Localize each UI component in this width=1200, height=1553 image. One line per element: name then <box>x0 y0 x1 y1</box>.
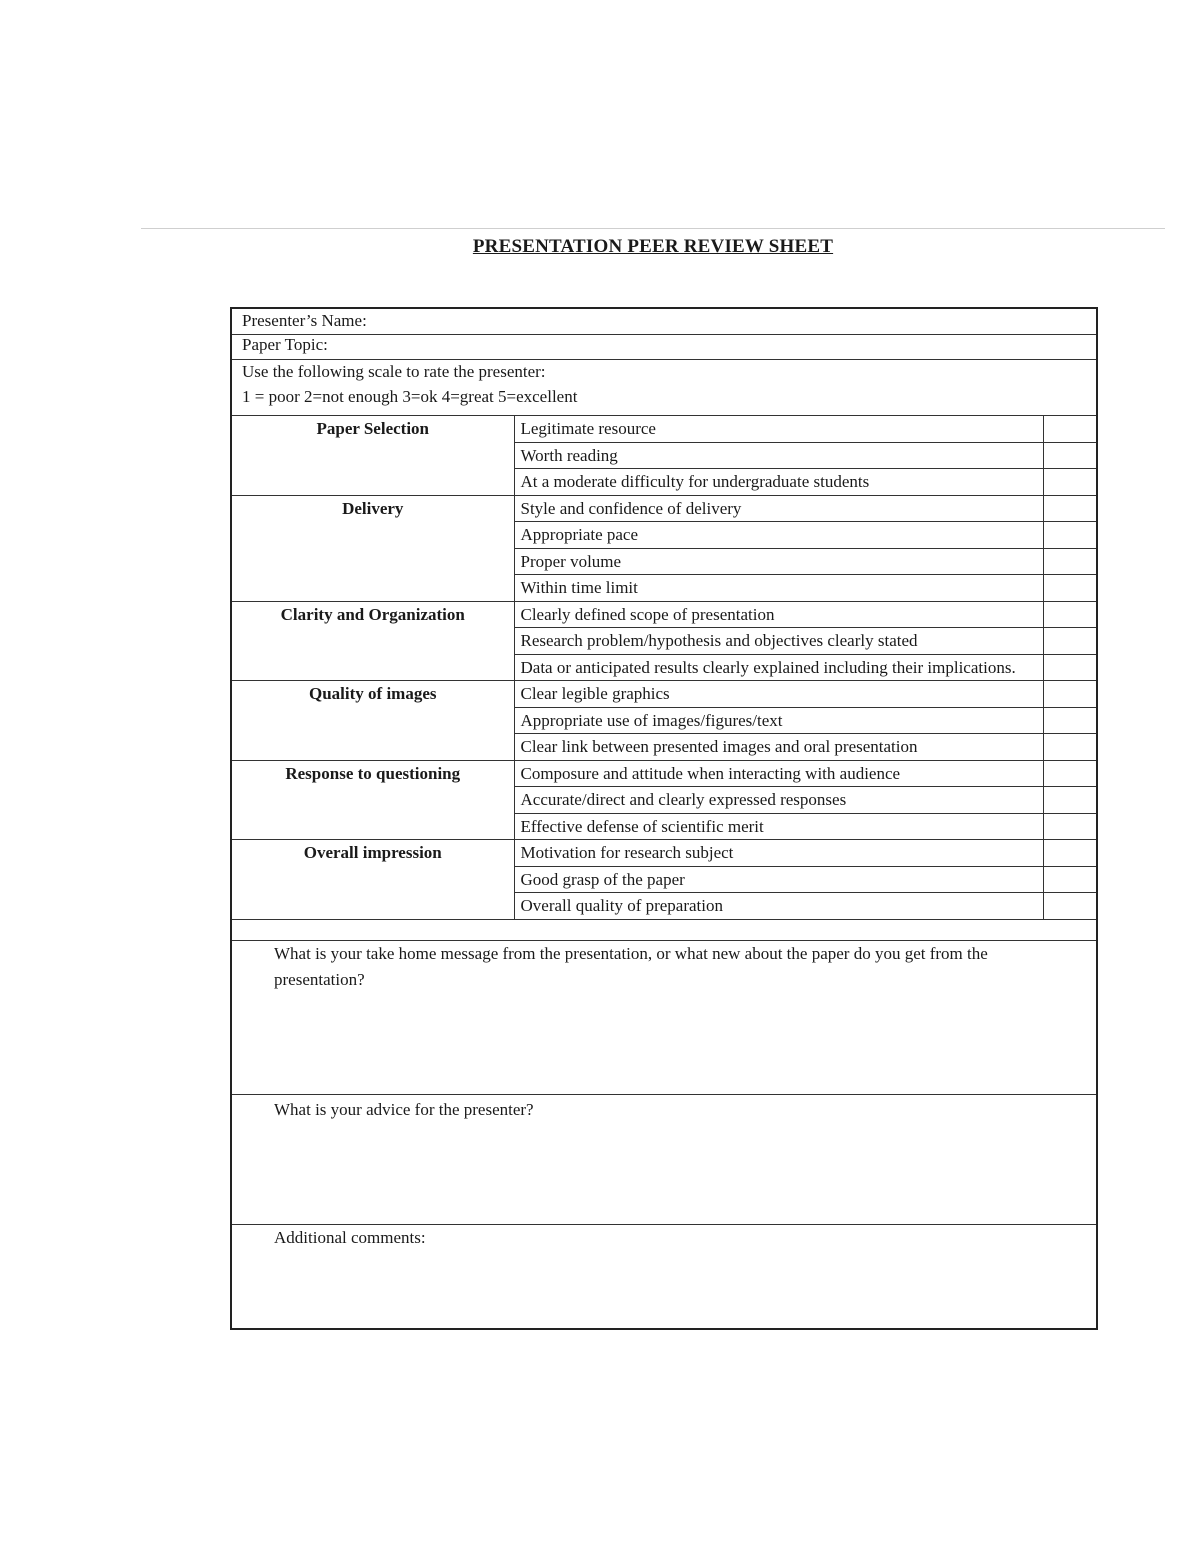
score-cell[interactable] <box>1043 575 1096 602</box>
criterion-label: Within time limit <box>514 575 1043 602</box>
score-cell[interactable] <box>1043 787 1096 814</box>
score-cell[interactable] <box>1043 416 1096 443</box>
criterion-label: Effective defense of scientific merit <box>514 813 1043 840</box>
criterion-label: Accurate/direct and clearly expressed responses <box>514 787 1043 814</box>
score-cell[interactable] <box>1043 495 1096 522</box>
criterion-label: Data or anticipated results clearly explained including their implications. <box>514 654 1043 681</box>
row-divider <box>232 359 1096 360</box>
take-home-question[interactable]: What is your take home message from the presentation, or what new about the paper do you get from the presentation? <box>274 944 988 989</box>
scale-intro: Use the following scale to rate the presenter: <box>242 362 546 381</box>
top-divider <box>141 228 1165 229</box>
score-cell[interactable] <box>1043 734 1096 761</box>
score-cell[interactable] <box>1043 522 1096 549</box>
comments-question[interactable]: Additional comments: <box>274 1228 426 1247</box>
score-cell[interactable] <box>1043 707 1096 734</box>
criterion-label: Worth reading <box>514 442 1043 469</box>
category-label: Paper Selection <box>232 416 514 496</box>
category-label: Quality of images <box>232 681 514 761</box>
rating-table <box>232 415 1096 920</box>
row-divider <box>232 334 1096 335</box>
criterion-row <box>232 681 1096 708</box>
category-label: Delivery <box>232 495 514 601</box>
criterion-label: At a moderate difficulty for undergraduate students <box>514 469 1043 496</box>
paper-topic-field[interactable]: Paper Topic: <box>242 335 328 354</box>
score-cell[interactable] <box>1043 760 1096 787</box>
criterion-row <box>232 416 1096 443</box>
presenter-name-field[interactable]: Presenter’s Name: <box>242 311 367 330</box>
row-divider <box>232 1094 1096 1095</box>
score-cell[interactable] <box>1043 469 1096 496</box>
criterion-label: Appropriate use of images/figures/text <box>514 707 1043 734</box>
criterion-label: Clear legible graphics <box>514 681 1043 708</box>
criterion-row <box>232 495 1096 522</box>
score-cell[interactable] <box>1043 813 1096 840</box>
criterion-label: Research problem/hypothesis and objectives clearly stated <box>514 628 1043 655</box>
score-cell[interactable] <box>1043 442 1096 469</box>
criterion-row <box>232 760 1096 787</box>
criterion-label: Clearly defined scope of presentation <box>514 601 1043 628</box>
page-title: PRESENTATION PEER REVIEW SHEET <box>472 236 834 257</box>
category-label: Response to questioning <box>232 760 514 840</box>
score-cell[interactable] <box>1043 893 1096 920</box>
criterion-label: Motivation for research subject <box>514 840 1043 867</box>
criterion-row <box>232 601 1096 628</box>
criterion-label: Legitimate resource <box>514 416 1043 443</box>
review-form <box>230 307 1098 1330</box>
score-cell[interactable] <box>1043 654 1096 681</box>
score-cell[interactable] <box>1043 601 1096 628</box>
criterion-label: Appropriate pace <box>514 522 1043 549</box>
criterion-label: Composure and attitude when interacting with audience <box>514 760 1043 787</box>
scale-values: 1 = poor 2=not enough 3=ok 4=great 5=excellent <box>242 387 578 406</box>
category-label: Clarity and Organization <box>232 601 514 681</box>
criterion-label: Proper volume <box>514 548 1043 575</box>
score-cell[interactable] <box>1043 628 1096 655</box>
criterion-label: Style and confidence of delivery <box>514 495 1043 522</box>
category-label: Overall impression <box>232 840 514 920</box>
criterion-label: Good grasp of the paper <box>514 866 1043 893</box>
advice-question[interactable]: What is your advice for the presenter? <box>274 1100 534 1119</box>
criterion-label: Clear link between presented images and oral presentation <box>514 734 1043 761</box>
score-cell[interactable] <box>1043 840 1096 867</box>
score-cell[interactable] <box>1043 681 1096 708</box>
score-cell[interactable] <box>1043 866 1096 893</box>
score-cell[interactable] <box>1043 548 1096 575</box>
criterion-label: Overall quality of preparation <box>514 893 1043 920</box>
criterion-row <box>232 840 1096 867</box>
